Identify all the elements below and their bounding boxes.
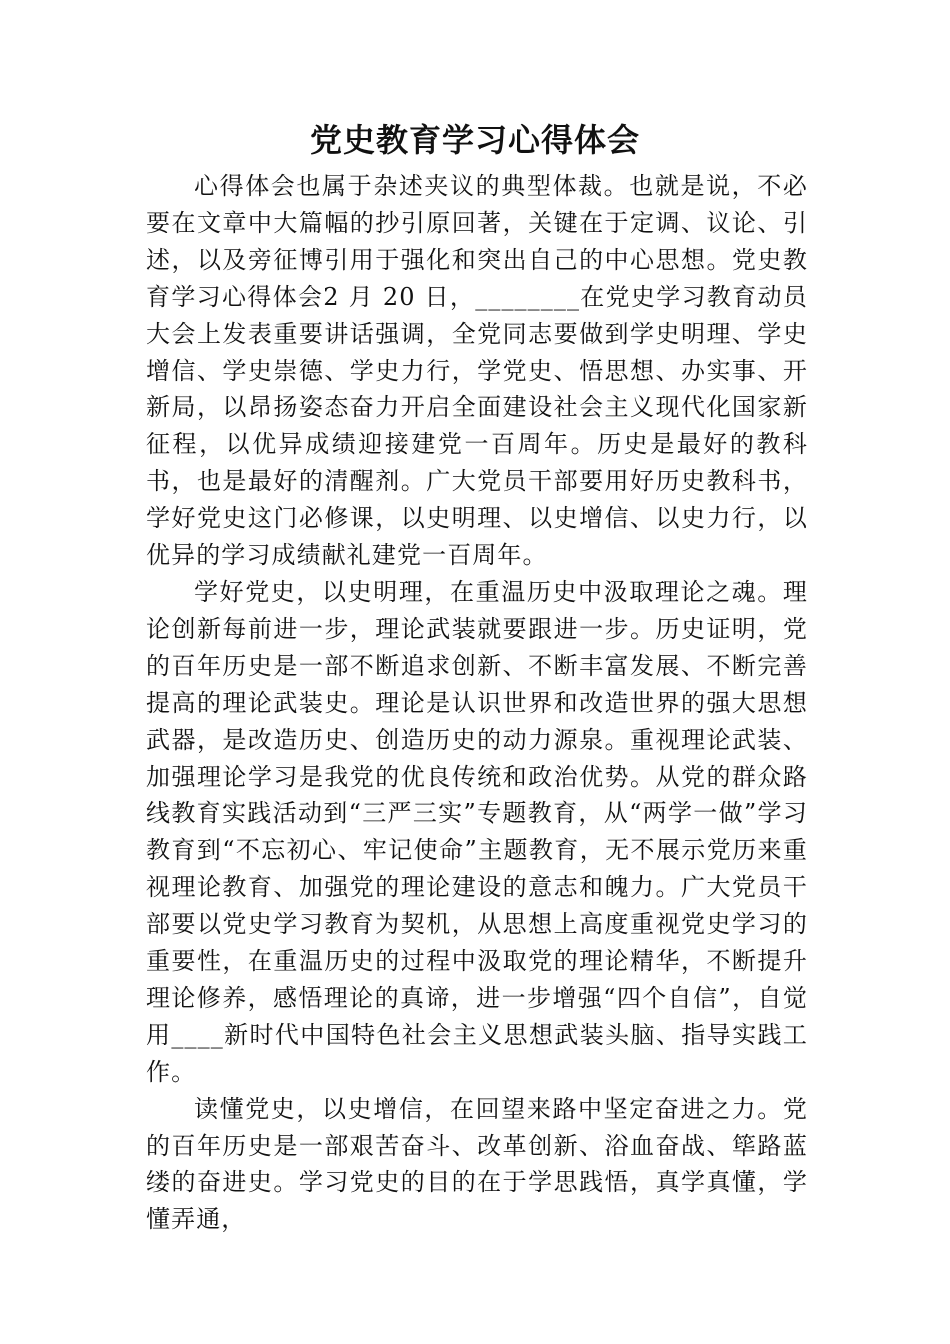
paragraph-learn-history: 学好党史，以史明理，在重温历史中汲取理论之魂。理论创新每前进一步，理论武装就要跟进一步。历史证明，党的百年历史是一部不断追求创新、不断丰富发展、不断完善提高的理论武装史。理论是认识世界和改造世界的强大思想武器，是改造历史、创造历史的动力源泉。重视理论武装、加强理论学习是我党的优良传统和政治优势。从党的群众路线教育实践活动到“三严三实”专题教育，从“两学一做”学习教育到“不忘初心、牢记使命”主题教育，无不展示党历来重视理论教育、加强党的理论建设的意志和魄力。广大党员干部要以党史学习教育为契机，从思想上高度重视党史学习的重要性，在重温历史的过程中汲取党的理论精华，不断提升理论修养，感悟理论的真谛，进一步增强“四个自信”，自觉用____新时代中国特色社会主义思想武装头脑、指导实践工作。 — [146, 577, 808, 1086]
document-body — [146, 168, 808, 1238]
paragraph-understand-history: 读懂党史，以史增信，在回望来路中坚定奋进之力。党的百年历史是一部艰苦奋斗、改革创新、浴血奋战、筚路蓝缕的奋进史。学习党史的目的在于学思践悟，真学真懂，学懂弄通， — [146, 1094, 808, 1234]
paragraph-intro: 心得体会也属于杂述夹议的典型体裁。也就是说，不必要在文章中大篇幅的抄引原回著，关键在于定调、议论、引述，以及旁征博引用于强化和突出自己的中心思想。党史教育学习心得体会2 月 20 日，________在党史学习教育动员大会上发表重要讲话强调，全党同志要做到学史明理、学史增信、学史崇德、学史力行，学党史、悟思想、办实事、开新局，以昂扬姿态奋力开启全面建设社会主义现代化国家新征程，以优异成绩迎接建党一百周年。历史是最好的教科书，也是最好的清醒剂。广大党员干部要用好历史教科书，学好党史这门必修课，以史明理、以史增信、以史力行，以优异的学习成绩献礼建党一百周年。 — [146, 172, 808, 570]
document-title: 党史教育学习心得体会 — [309, 121, 640, 159]
